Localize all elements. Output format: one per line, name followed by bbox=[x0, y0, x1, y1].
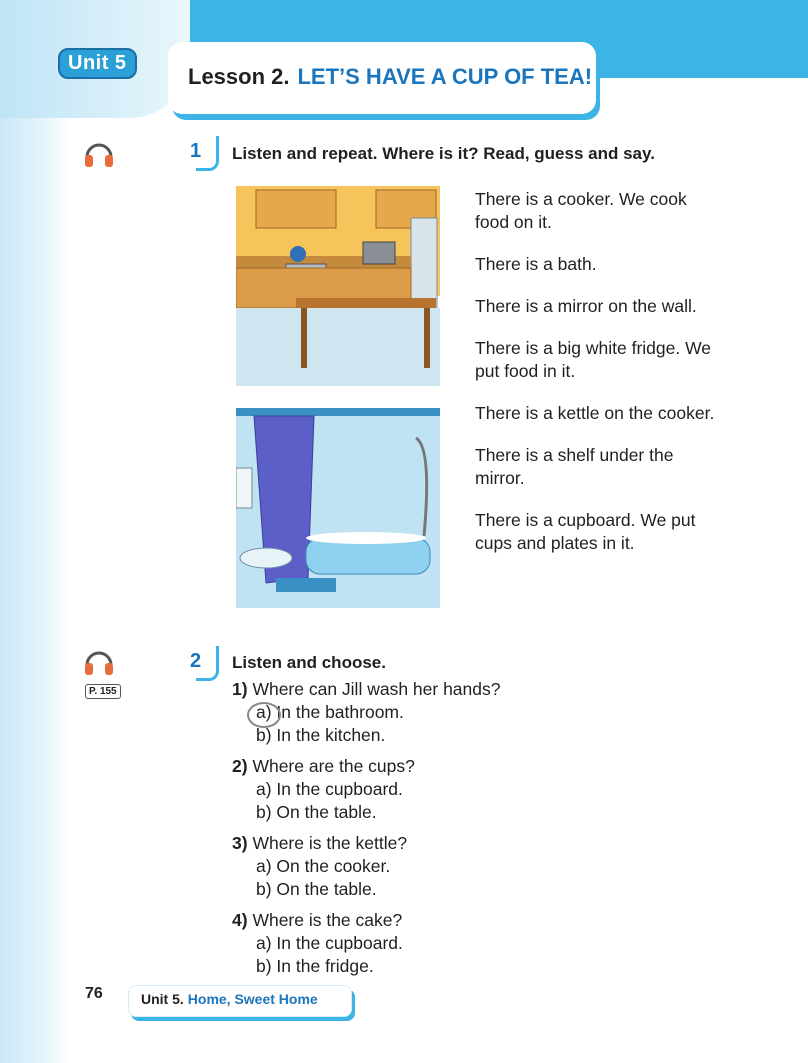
option-b-text: b) In the kitchen. bbox=[256, 725, 386, 745]
kitchen-illustration bbox=[236, 186, 440, 386]
exercise-2-number bbox=[190, 650, 201, 673]
exercise-2-number-text: 2 bbox=[190, 650, 202, 672]
sentence-cooker: There is a cooker. We cook food on it. bbox=[475, 189, 687, 232]
option-a-text: a) In the bathroom. bbox=[256, 702, 404, 722]
question-text: Where is the cake? bbox=[252, 910, 403, 930]
option-a-text: a) On the cooker. bbox=[256, 856, 391, 876]
left-margin-strip bbox=[0, 0, 70, 1063]
question-number: 2) bbox=[232, 756, 248, 776]
question-text: Where are the cups? bbox=[252, 756, 415, 776]
exercise-2-instruction: Listen and choose. bbox=[232, 653, 386, 672]
lesson-title-bar bbox=[168, 42, 596, 114]
option-a-text: a) In the cupboard. bbox=[256, 779, 403, 799]
question-1 bbox=[232, 678, 500, 747]
lesson-label: Lesson 2. bbox=[188, 64, 290, 89]
page-reference: P. 155 bbox=[85, 684, 121, 699]
sentence-fridge: There is a big white fridge. We put food in it. bbox=[475, 338, 712, 381]
question-text: Where is the kettle? bbox=[252, 833, 408, 853]
option-b-text: b) In the fridge. bbox=[256, 956, 374, 976]
exercise-1-number-text: 1 bbox=[190, 140, 202, 162]
sentence-kettle: There is a kettle on the cooker. bbox=[475, 403, 715, 423]
answer-option[interactable] bbox=[232, 855, 500, 878]
footer-unit-subtitle: Home, Sweet Home bbox=[187, 991, 318, 1007]
unit-tab: Unit 5 bbox=[58, 48, 137, 79]
question-number: 1) bbox=[232, 679, 248, 699]
answer-option[interactable] bbox=[232, 801, 500, 824]
sentence-shelf: There is a shelf under the mirror. bbox=[475, 445, 674, 488]
option-a-text: a) In the cupboard. bbox=[256, 933, 403, 953]
headphones-icon[interactable] bbox=[82, 137, 116, 171]
sentence-bath: There is a bath. bbox=[475, 254, 597, 274]
exercise-1-number bbox=[190, 140, 201, 163]
question-number: 3) bbox=[232, 833, 248, 853]
sentence-mirror: There is a mirror on the wall. bbox=[475, 296, 697, 316]
question-4 bbox=[232, 909, 500, 978]
answer-option[interactable] bbox=[232, 701, 500, 724]
answer-option[interactable] bbox=[232, 932, 500, 955]
footer-unit-label: Unit 5. bbox=[141, 991, 184, 1007]
exercise-1-instruction: Listen and repeat. Where is it? Read, guess and say. bbox=[232, 144, 655, 163]
option-b-text: b) On the table. bbox=[256, 879, 377, 899]
answer-option[interactable] bbox=[232, 778, 500, 801]
question-text: Where can Jill wash her hands? bbox=[252, 679, 501, 699]
bathroom-illustration bbox=[236, 408, 440, 608]
sentence-cupboard: There is a cupboard. We put cups and plates in it. bbox=[475, 510, 696, 553]
answer-option[interactable] bbox=[232, 878, 500, 901]
headphones-icon[interactable] bbox=[82, 645, 116, 679]
question-2 bbox=[232, 755, 500, 824]
lesson-title: LET’S HAVE A CUP OF TEA! bbox=[297, 64, 593, 89]
exercise-1-sentences bbox=[475, 188, 725, 574]
option-b-text: b) On the table. bbox=[256, 802, 377, 822]
answer-option[interactable] bbox=[232, 724, 500, 747]
page-number: 76 bbox=[85, 985, 103, 1002]
answer-option[interactable] bbox=[232, 955, 500, 978]
footer-bar bbox=[128, 985, 352, 1017]
exercise-2-questions bbox=[232, 678, 500, 986]
question-number: 4) bbox=[232, 910, 248, 930]
question-3 bbox=[232, 832, 500, 901]
